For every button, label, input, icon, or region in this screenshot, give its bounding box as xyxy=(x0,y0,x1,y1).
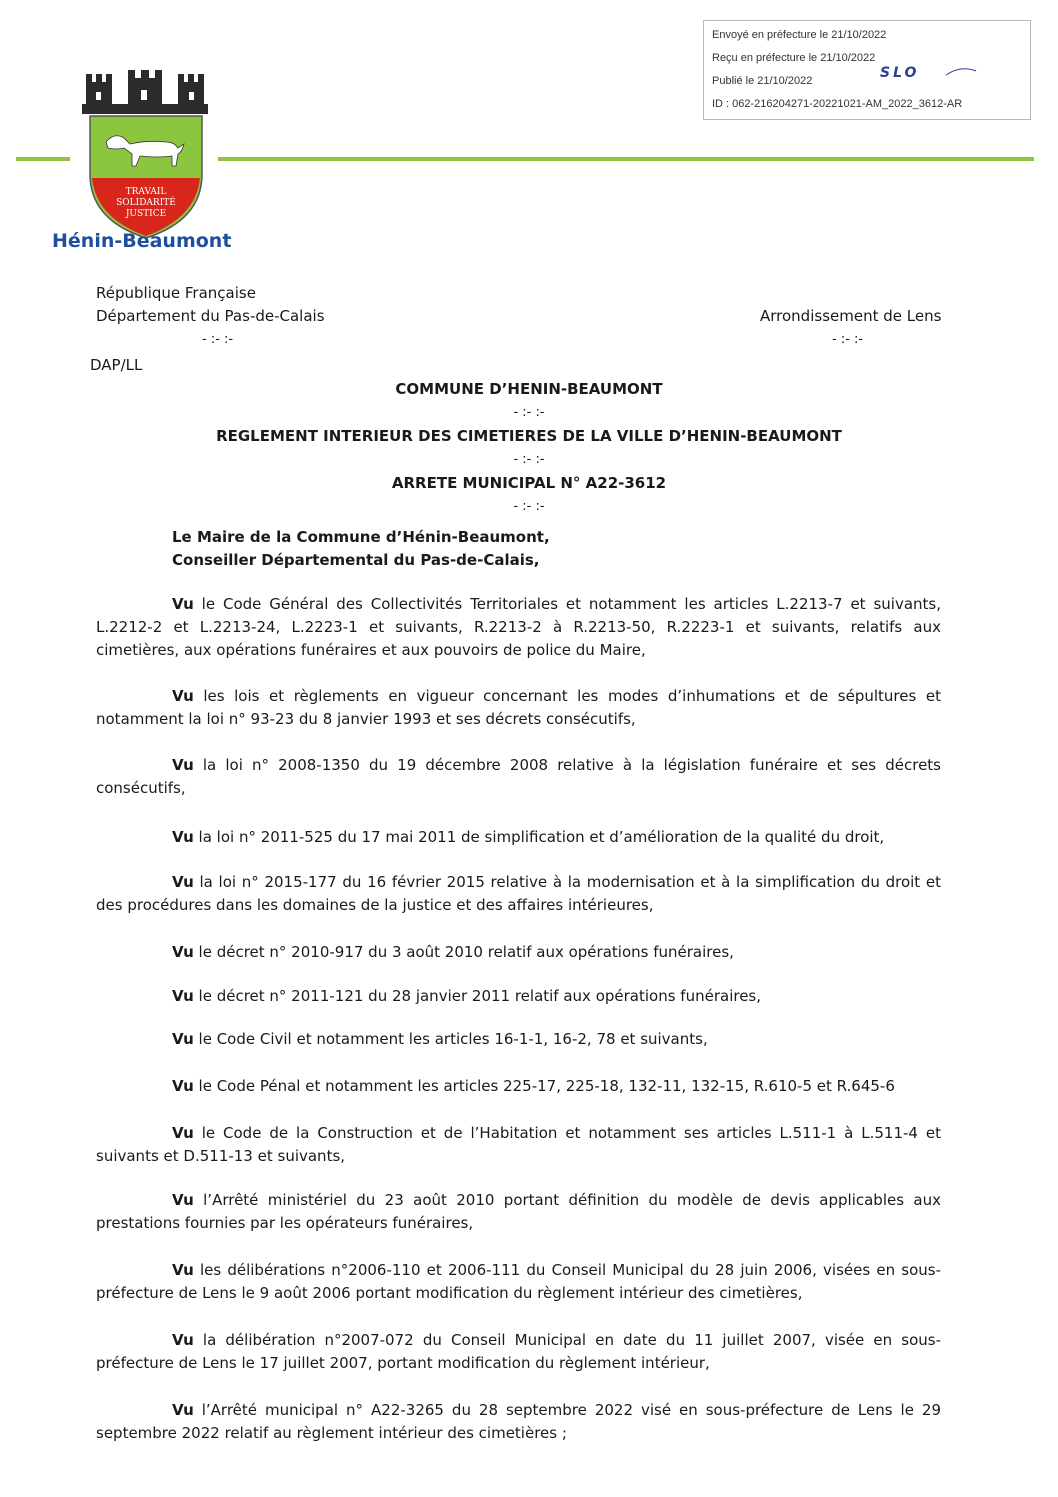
stamp-signature-icon xyxy=(876,63,986,81)
vu-keyword: Vu xyxy=(172,828,194,846)
consideration-text: le décret n° 2011-121 du 28 janvier 2011 relatif aux opérations funéraires, xyxy=(193,987,762,1005)
stamp-sent-date: Envoyé en préfecture le 21/10/2022 xyxy=(712,29,887,41)
consideration-8 xyxy=(96,1028,941,1051)
consideration-4 xyxy=(96,826,941,849)
stamp-published-date: Publié le 21/10/2022 xyxy=(712,75,813,87)
title-separator-2: - :- :- xyxy=(513,452,545,467)
vu-keyword: Vu xyxy=(172,1030,194,1048)
town-name-logo: Hénin-Beaumont xyxy=(52,230,232,252)
stamp-received-date: Reçu en préfecture le 21/10/2022 xyxy=(712,52,876,64)
crest-motto-1: TRAVAIL xyxy=(125,187,167,197)
department-label: Département du Pas-de-Calais xyxy=(96,307,325,325)
vu-keyword: Vu xyxy=(172,1077,194,1095)
arrondissement-label: Arrondissement de Lens xyxy=(760,307,942,325)
consideration-6 xyxy=(96,941,941,964)
title-separator-3: - :- :- xyxy=(513,499,545,514)
svg-text:SLO: SLO xyxy=(880,65,920,81)
vu-keyword: Vu xyxy=(172,687,194,705)
consideration-text: les lois et règlements en vigueur concernant les modes d’inhumations et de sépultures et notamment la loi n° 93-23 du 8 janvier 1993 et ses décrets consécutifs, xyxy=(96,687,941,728)
stamp-id: ID : 062-216204271-20221021-AM_2022_3612-AR xyxy=(712,98,963,110)
consideration-text: la loi n° 2011-525 du 17 mai 2011 de simplification et d’amélioration de la qualité du droit, xyxy=(193,828,885,846)
consideration-text: le décret n° 2010-917 du 3 août 2010 relatif aux opérations funéraires, xyxy=(193,943,734,961)
consideration-10 xyxy=(96,1122,941,1168)
arrete-title: ARRETE MUNICIPAL N° A22-3612 xyxy=(391,474,667,492)
city-crest-logo xyxy=(78,70,218,250)
consideration-text: la loi n° 2015-177 du 16 février 2015 relative à la modernisation et à la simplification du droit et des procédures dans les domaines de la justice et des affaires intérieures, xyxy=(96,873,941,914)
consideration-11 xyxy=(96,1189,941,1235)
vu-keyword: Vu xyxy=(172,1331,194,1349)
commune-title: COMMUNE D’HENIN-BEAUMONT xyxy=(395,380,663,398)
consideration-text: l’Arrêté ministériel du 23 août 2010 portant définition du modèle de devis applicables aux prestations fournies par les opérateurs funéraires, xyxy=(96,1191,941,1232)
consideration-text: le Code Civil et notamment les articles 16-1-1, 16-2, 78 et suivants, xyxy=(193,1030,708,1048)
consideration-text: le Code Pénal et notamment les articles 225-17, 225-18, 132-11, 132-15, R.610-5 et R.645-6 xyxy=(193,1077,895,1095)
consideration-9 xyxy=(96,1075,941,1098)
republic-label: République Française xyxy=(96,284,256,302)
crest-motto-3: JUSTICE xyxy=(125,209,167,219)
header-separator-right: - :- :- xyxy=(832,332,864,347)
maire-line-1: Le Maire de la Commune d’Hénin-Beaumont, xyxy=(172,528,550,546)
vu-keyword: Vu xyxy=(172,1261,194,1279)
consideration-text: l’Arrêté municipal n° A22-3265 du 28 septembre 2022 visé en sous-préfecture de Lens le 29 septembre 2022 relatif au règlement intérieur des cimetières ; xyxy=(96,1401,941,1442)
vu-keyword: Vu xyxy=(172,943,194,961)
consideration-2 xyxy=(96,685,941,731)
consideration-1 xyxy=(96,593,941,662)
title-separator-1: - :- :- xyxy=(513,405,545,420)
consideration-5 xyxy=(96,871,941,917)
consideration-13 xyxy=(96,1329,941,1375)
reglement-title: REGLEMENT INTERIEUR DES CIMETIERES DE LA VILLE D’HENIN-BEAUMONT xyxy=(216,427,842,445)
vu-keyword: Vu xyxy=(172,1191,194,1209)
prefecture-stamp xyxy=(703,20,1031,120)
vu-keyword: Vu xyxy=(172,1401,194,1419)
vu-keyword: Vu xyxy=(172,987,194,1005)
consideration-text: le Code Général des Collectivités Territoriales et notamment les articles L.2213-7 et suivants, L.2212-2 et L.2213-24, L.2223-1 et suivants, R.2213-2 à R.2213-50, R.2223-1 et suivants, relatifs aux cimetières, aux opérations funéraires et aux pouvoirs de police du Maire, xyxy=(96,595,941,659)
header-rule-right xyxy=(218,157,1034,161)
crest-motto-2: SOLIDARITÉ xyxy=(116,198,176,208)
consideration-14 xyxy=(96,1399,941,1445)
header-rule-left xyxy=(16,157,70,161)
vu-keyword: Vu xyxy=(172,873,194,891)
reference-code: DAP/LL xyxy=(90,356,143,374)
vu-keyword: Vu xyxy=(172,595,194,613)
consideration-text: la délibération n°2007-072 du Conseil Municipal en date du 11 juillet 2007, visée en sous-préfecture de Lens le 17 juillet 2007, portant modification du règlement intérieur, xyxy=(96,1331,941,1372)
header-separator-left: - :- :- xyxy=(202,332,234,347)
consideration-12 xyxy=(96,1259,941,1305)
vu-keyword: Vu xyxy=(172,1124,194,1142)
vu-keyword: Vu xyxy=(172,756,194,774)
consideration-3 xyxy=(96,754,941,800)
consideration-text: le Code de la Construction et de l’Habitation et notamment ses articles L.511-1 à L.511-4 et suivants et D.511-13 et suivants, xyxy=(96,1124,941,1165)
maire-line-2: Conseiller Départemental du Pas-de-Calais, xyxy=(172,551,540,569)
consideration-text: les délibérations n°2006-110 et 2006-111 du Conseil Municipal du 28 juin 2006, visées en sous-préfecture de Lens le 9 août 2006 portant modification du règlement intérieur des cimetières, xyxy=(96,1261,941,1302)
consideration-7 xyxy=(96,985,941,1008)
consideration-text: la loi n° 2008-1350 du 19 décembre 2008 relative à la législation funéraire et ses décrets consécutifs, xyxy=(96,756,941,797)
